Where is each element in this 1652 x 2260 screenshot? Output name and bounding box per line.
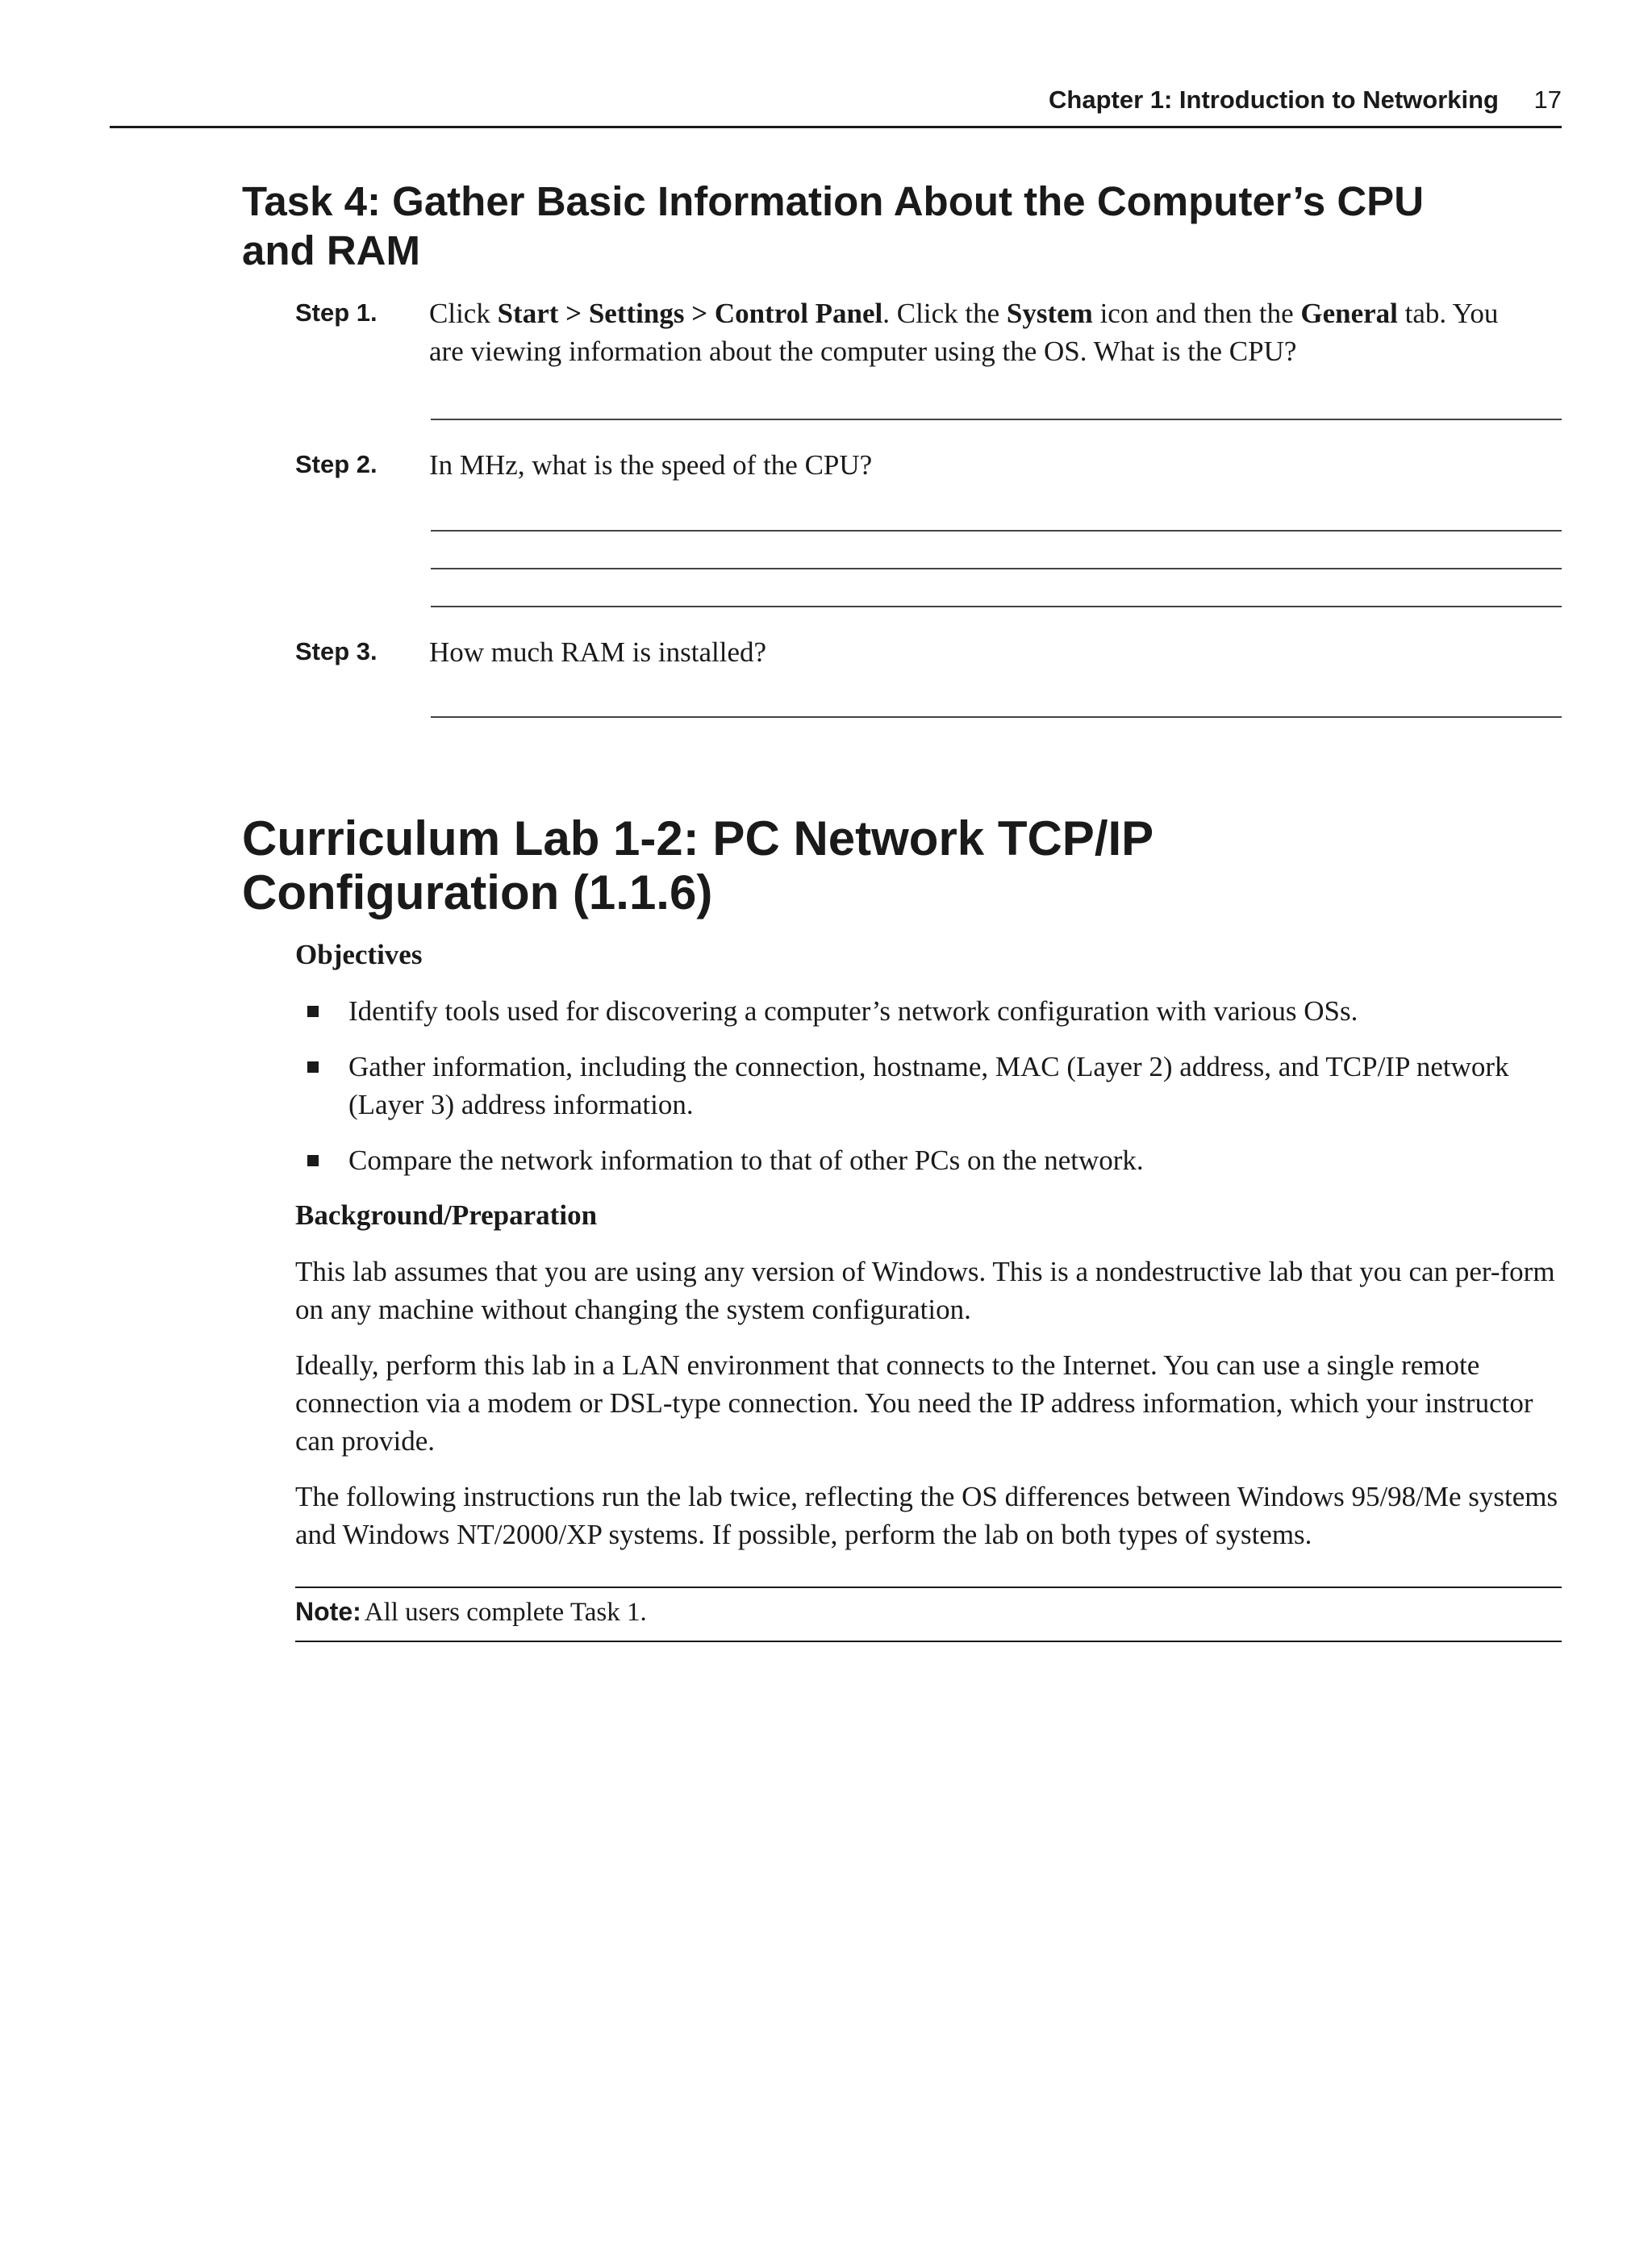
step1-text-part: . Click the bbox=[882, 298, 1007, 329]
answer-line[interactable] bbox=[431, 716, 1562, 718]
step1-system-term: System bbox=[1006, 298, 1093, 329]
objective-item: Gather information, including the connection, hostname, MAC (Layer 2) address, and TCP/IP network (Layer 3) address information. bbox=[348, 1051, 1509, 1120]
step1-text bbox=[429, 294, 1566, 370]
bullet-icon bbox=[307, 1006, 319, 1017]
answer-line[interactable] bbox=[431, 568, 1562, 569]
objective-item: Identify tools used for discovering a computer’s network configuration with various OSs. bbox=[348, 995, 1358, 1027]
lab-heading-line1: Curriculum Lab 1-2: PC Network TCP/IP bbox=[242, 811, 1154, 865]
background-paragraph: Ideally, perform this lab in a LAN environment that connects to the Internet. You can use a single remote connection via a modem or DSL-type connection. You need the IP address information, which your instructor can provide. bbox=[295, 1349, 1533, 1457]
bullet-icon bbox=[307, 1155, 319, 1166]
page-number: 17 bbox=[1533, 85, 1562, 114]
step3-label: Step 3. bbox=[295, 637, 378, 665]
chapter-title: Chapter 1: Introduction to Networking bbox=[1049, 85, 1499, 114]
background-paragraph: This lab assumes that you are using any version of Windows. This is a nondestructive lab that you can per-form on any machine without changing the system configuration. bbox=[295, 1256, 1555, 1325]
answer-line[interactable] bbox=[431, 530, 1562, 532]
note-label: Note: bbox=[295, 1597, 361, 1626]
note-text: All users complete Task 1. bbox=[364, 1598, 647, 1627]
step1-label: Step 1. bbox=[295, 298, 378, 327]
lab-heading-line2: Configuration (1.1.6) bbox=[242, 865, 713, 919]
answer-line[interactable] bbox=[431, 419, 1562, 420]
background-paragraph: The following instructions run the lab twice, reflecting the OS differences between Windows 95/98/Me systems and Windows NT/2000/XP systems. If possible, perform the lab on both types of systems. bbox=[295, 1481, 1558, 1550]
step1-text-part: icon and then the bbox=[1092, 298, 1301, 329]
task4-heading-line1: Task 4: Gather Basic Information About the Computer’s CPU bbox=[242, 178, 1425, 224]
step1-menu-path: Start > Settings > Control Panel bbox=[497, 298, 883, 329]
answer-line[interactable] bbox=[431, 606, 1562, 607]
step1-text-line2: are viewing information about the computer using the OS. What is the CPU? bbox=[429, 336, 1297, 367]
note-rule-top bbox=[295, 1587, 1562, 1588]
note-box bbox=[295, 1597, 647, 1628]
step2-label: Step 2. bbox=[295, 450, 378, 478]
bullet-icon bbox=[307, 1061, 319, 1073]
note-rule-bottom bbox=[295, 1641, 1562, 1642]
background-heading: Background/Preparation bbox=[295, 1199, 598, 1231]
step1-text-part: tab. You bbox=[1397, 298, 1499, 329]
task4-heading-line2: and RAM bbox=[242, 227, 420, 273]
objectives-heading: Objectives bbox=[295, 939, 423, 970]
step1-text-part: Click bbox=[429, 298, 498, 329]
step1-general-term: General bbox=[1300, 298, 1398, 329]
page-header bbox=[110, 81, 1562, 128]
step3-text: How much RAM is installed? bbox=[429, 636, 767, 668]
step2-text: In MHz, what is the speed of the CPU? bbox=[429, 449, 873, 481]
objective-item: Compare the network information to that of other PCs on the network. bbox=[348, 1145, 1144, 1176]
